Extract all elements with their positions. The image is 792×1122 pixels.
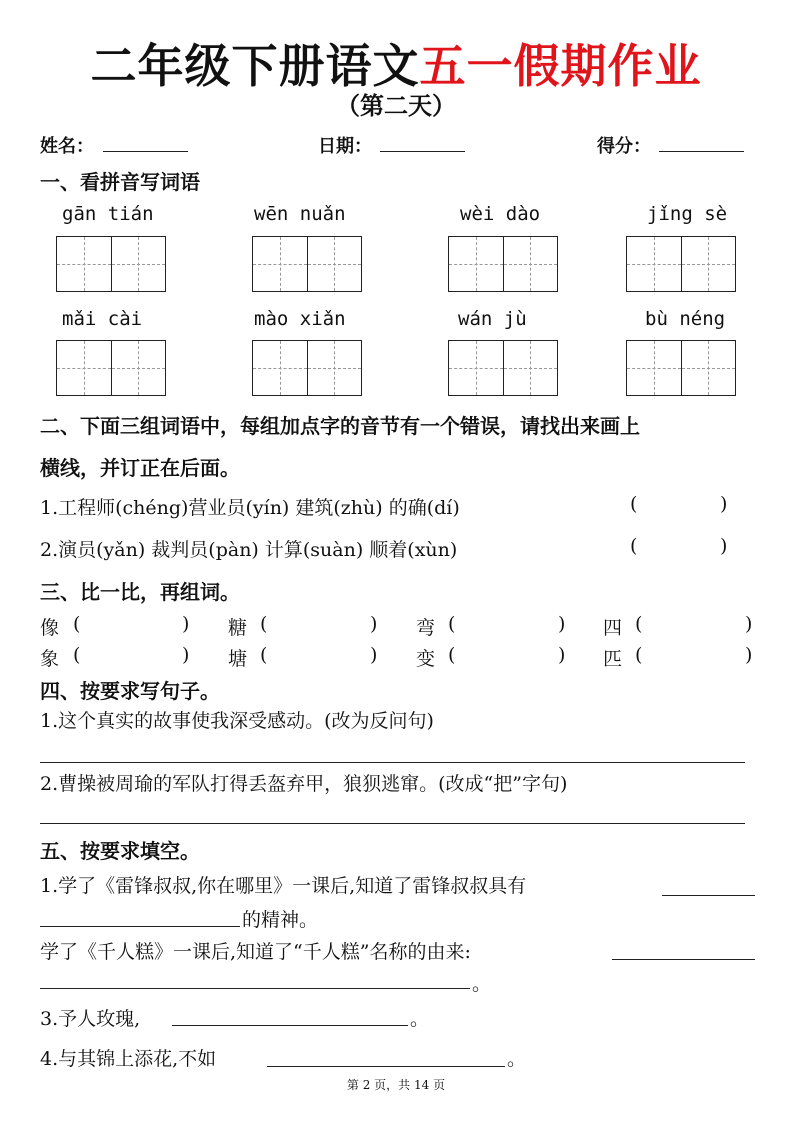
paren-close: ) [745,613,753,635]
fill-blank[interactable] [662,895,755,896]
paren-close: ) [182,613,190,635]
paren-close: ) [558,644,566,666]
writing-grid[interactable] [626,340,736,396]
compare-char: 象 [40,648,60,670]
date-field[interactable] [380,151,465,152]
writing-grid[interactable] [252,236,362,292]
paren-open: ( [73,613,81,635]
paren-close: ) [182,644,190,666]
paren-open: ( [260,613,268,635]
section5-heading: 五、按要求填空。 [40,839,200,863]
pinyin-label: gān tián [62,203,154,225]
pinyin-label: bù néng [645,308,726,330]
section5-q3-end: 。 [410,1008,430,1030]
writing-grid[interactable] [252,340,362,396]
fill-blank[interactable] [612,959,755,960]
paren-open: ( [448,644,456,666]
answer-line[interactable] [40,762,745,763]
paren-close: ) [745,644,753,666]
fill-blank[interactable] [267,1066,505,1067]
pinyin-label: wēn nuǎn [254,203,346,225]
section5-q4: 4.与其锦上添花,不如 [40,1048,217,1070]
writing-grid[interactable] [626,236,736,292]
paren-open: ( [635,644,643,666]
answer-paren-open: ( [630,493,638,515]
writing-grid[interactable] [56,340,166,396]
section5-q2-end: 。 [472,973,492,995]
name-field[interactable] [103,151,188,152]
section5-q3: 3.予人玫瑰, [40,1008,141,1030]
section2-heading: 二、下面三组词语中，每组加点字的音节有一个错误，请找出来画上 [40,414,640,438]
title-highlight: 五一假期作业 [419,39,702,93]
writing-grid[interactable] [448,340,558,396]
pinyin-label: mǎi cài [62,308,143,330]
paren-open: ( [73,644,81,666]
paren-open: ( [260,644,268,666]
page-subtitle: （第二天） [336,91,456,120]
paren-close: ) [370,613,378,635]
fill-blank[interactable] [172,1025,408,1026]
section2-row: 2.演员(yǎn) 裁判员(pàn) 计算(suàn) 顺着(xùn) [40,539,458,561]
pinyin-label: jǐng sè [647,203,728,225]
compare-char: 塘 [228,648,248,670]
section5-q1-end: 的精神。 [242,909,319,931]
section4-q2: 2.曹操被周瑜的军队打得丢盔弃甲，狼狈逃窜。(改成“把”字句) [40,773,568,795]
paren-open: ( [635,613,643,635]
compare-char: 四 [603,617,623,639]
score-label: 得分： [597,136,651,157]
writing-grid[interactable] [448,236,558,292]
section5-q2: 学了《千人糕》一课后,知道了“千人糕”名称的由来: [40,941,471,963]
fill-blank[interactable] [40,926,240,927]
section2-heading-cont: 横线，并订正在后面。 [40,456,240,480]
compare-char: 匹 [603,648,623,670]
score-field[interactable] [659,151,744,152]
date-label: 日期： [318,136,372,157]
paren-close: ) [558,613,566,635]
section5-q1: 1.学了《雷锋叔叔,你在哪里》一课后,知道了雷锋叔叔具有 [40,875,527,897]
answer-paren-close: ) [720,493,728,515]
section3-heading: 三、比一比，再组词。 [40,580,240,604]
pinyin-label: mào xiǎn [254,308,346,330]
name-label: 姓名： [40,136,94,157]
section4-q1: 1.这个真实的故事使我深受感动。(改为反问句) [40,710,434,732]
answer-paren-close: ) [720,535,728,557]
pinyin-label: wán jù [458,308,527,330]
answer-paren-open: ( [630,535,638,557]
page-footer: 第 2 页，共 14 页 [346,1078,446,1092]
compare-char: 变 [416,648,436,670]
fill-blank[interactable] [40,988,470,989]
answer-line[interactable] [40,823,745,824]
compare-char: 像 [40,617,60,639]
section2-row: 1.工程师(chéng)营业员(yín) 建筑(zhù) 的确(dí) [40,497,460,519]
section1-heading: 一、看拼音写词语 [40,170,200,194]
paren-close: ) [370,644,378,666]
paren-open: ( [448,613,456,635]
title-main: 二年级下册语文 [90,39,420,93]
pinyin-label: wèi dào [460,203,541,225]
section4-heading: 四、按要求写句子。 [40,679,220,703]
compare-char: 弯 [416,617,436,639]
compare-char: 糖 [228,617,248,639]
writing-grid[interactable] [56,236,166,292]
section5-q4-end: 。 [507,1048,527,1070]
